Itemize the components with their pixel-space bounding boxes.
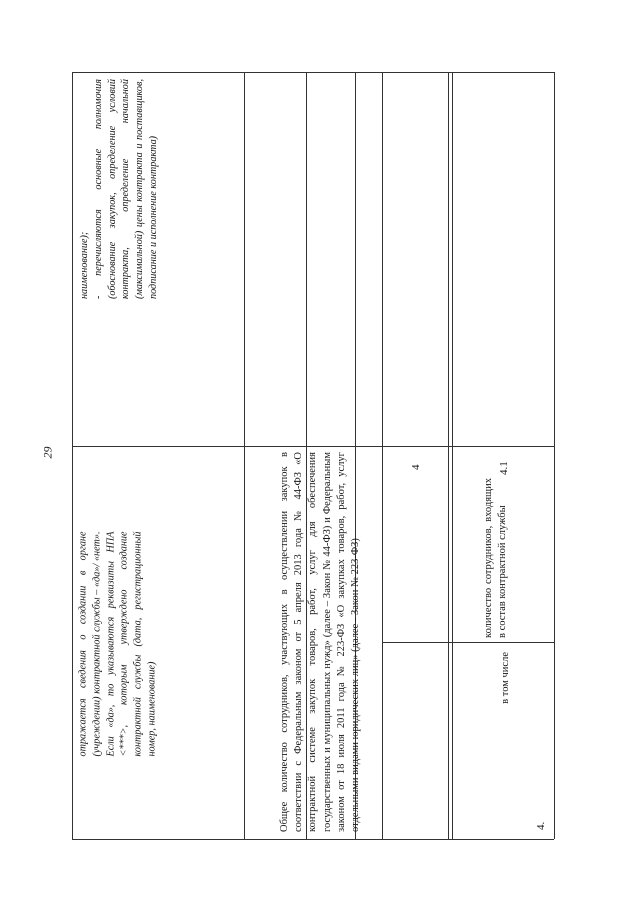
table-border-bottom	[72, 839, 554, 840]
row41-description: отражается сведения о создании в органе (учреждении) контрактной службы – «да»/ «нет». Если «да», то указываются реквизиты НПА <***>, которым утверждено создание контрактной службы (дата, регистрационный номер, наименование)	[77, 531, 158, 757]
row4-index-cell-outer	[524, 806, 554, 830]
row41-text: количество сотрудников, входящих в состав контрактной службы	[483, 478, 509, 638]
col-divider-5	[448, 72, 449, 839]
continuation-line-1: наименование);	[79, 231, 90, 299]
row4-text: Общее количество сотрудников, участвующих в осуществлении закупок в соответствии с Федеральным законом от 5 апреля 2013 года № 44-ФЗ «О контрактной системе закупок товаров, работ, услуг для обеспечения государственных и муниципальных нужд» (далее – Закон № 44-ФЗ) и Федеральным законом от 18 июля 2011 года № 223-ФЗ «О закупках товаров, работ, услуг отдельными видами юридических лиц» (далее - Закон № 223-ФЗ)	[279, 452, 362, 832]
table-border-right	[554, 72, 555, 839]
table-border-left	[72, 72, 73, 839]
col-divider-1	[244, 72, 245, 839]
row41-code-cell	[452, 446, 554, 476]
table-border-top	[72, 72, 554, 73]
row41-description-cell	[74, 452, 242, 836]
continuation-line-2: - перечисляются основные полномочия (обоснование закупок, определение условий контракта, определение начальной (максимальной) цены контракта и поставщиков, подписание и исполнение контракта)	[92, 79, 159, 299]
row4-code: 4	[410, 464, 422, 470]
page-number: 29	[40, 446, 55, 459]
row4-index: 4.	[535, 821, 547, 830]
row41-prefix: в том числе	[500, 651, 511, 704]
row41-code: 4.1	[498, 461, 510, 475]
row4-text-cell	[248, 448, 430, 836]
data-table	[72, 72, 554, 839]
row41-text-cell	[452, 476, 552, 640]
continuation-description-cell	[74, 76, 242, 302]
